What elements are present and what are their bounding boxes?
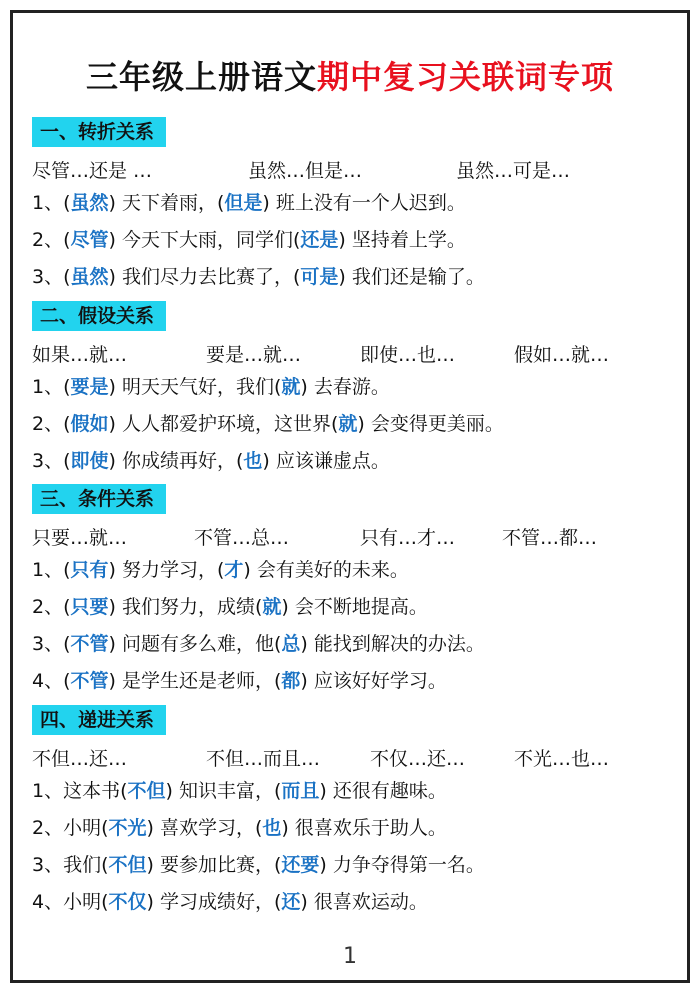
- conjunction-list: [32, 518, 668, 552]
- keyword-highlight: 虽然: [70, 192, 109, 214]
- example-sentence: [32, 810, 668, 847]
- sentence-text: 3、我们(: [32, 854, 109, 876]
- sentence-text: ) 去春游。: [300, 376, 390, 398]
- example-sentence: [32, 185, 668, 222]
- sentence-text: ) 班上没有一个人迟到。: [262, 192, 466, 214]
- conjunction-pair: 不光…也…: [514, 748, 610, 770]
- sentence-text: ) 知识丰富，(: [165, 780, 282, 802]
- keyword-highlight: 就: [281, 376, 301, 398]
- page-title: [0, 52, 700, 98]
- conjunction-pair: 不但…还…: [32, 748, 128, 770]
- example-sentence: [32, 589, 668, 626]
- keyword-highlight: 可是: [300, 266, 339, 288]
- sentence-text: ) 很喜欢运动。: [300, 891, 428, 913]
- section-progressive: [32, 705, 668, 921]
- sentence-text: ) 喜欢学习，(: [146, 817, 263, 839]
- sentence-text: 2、(: [32, 413, 71, 435]
- example-sentence: [32, 443, 668, 480]
- sentence-text: 1、这本书(: [32, 780, 128, 802]
- sentence-text: 3、(: [32, 266, 71, 288]
- keyword-highlight: 总: [281, 633, 301, 655]
- sentence-text: ) 今天下大雨，同学们(: [108, 229, 301, 251]
- keyword-highlight: 不仅: [108, 891, 147, 913]
- example-sentence: [32, 663, 668, 700]
- keyword-highlight: 不光: [108, 817, 147, 839]
- conjunction-pair: 尽管…还是 …: [32, 160, 153, 182]
- sentence-text: ) 会不断地提高。: [281, 596, 428, 618]
- sentence-text: ) 我们尽力去比赛了，(: [108, 266, 301, 288]
- keyword-highlight: 只有: [70, 559, 109, 581]
- section-heading: 四、递进关系: [32, 705, 166, 735]
- sentence-text: ) 学习成绩好，(: [146, 891, 282, 913]
- conjunction-pair: 虽然…但是…: [248, 160, 363, 182]
- sentence-text: 1、(: [32, 376, 71, 398]
- sentence-text: 1、(: [32, 192, 71, 214]
- conjunction-pair: 不管…总…: [194, 527, 290, 549]
- keyword-highlight: 但是: [224, 192, 263, 214]
- conjunction-pair: 不但…而且…: [206, 748, 321, 770]
- keyword-highlight: 才: [224, 559, 244, 581]
- keyword-highlight: 都: [281, 670, 301, 692]
- title-part-red: 期中复习关联词专项: [317, 58, 615, 96]
- section-heading: 三、条件关系: [32, 484, 166, 514]
- keyword-highlight: 要是: [70, 376, 109, 398]
- conjunction-pair: 即使…也…: [360, 344, 456, 366]
- example-sentence: [32, 847, 668, 884]
- keyword-highlight: 还是: [300, 229, 339, 251]
- example-sentence: [32, 552, 668, 589]
- keyword-highlight: 虽然: [70, 266, 109, 288]
- sentence-text: ) 坚持着上学。: [338, 229, 466, 251]
- sentence-text: ) 天下着雨，(: [108, 192, 225, 214]
- section-heading: 二、假设关系: [32, 301, 166, 331]
- keyword-highlight: 就: [262, 596, 282, 618]
- sentence-text: ) 力争夺得第一名。: [319, 854, 485, 876]
- title-part-black: 三年级上册语文: [85, 58, 317, 96]
- keyword-highlight: 不管: [70, 633, 109, 655]
- keyword-highlight: 即使: [70, 450, 109, 472]
- example-sentence: [32, 884, 668, 921]
- sentence-text: ) 会变得更美丽。: [357, 413, 504, 435]
- conjunction-pair: 虽然…可是…: [456, 160, 571, 182]
- sentence-text: 3、(: [32, 450, 71, 472]
- sentence-text: ) 努力学习，(: [108, 559, 225, 581]
- example-sentence: [32, 222, 668, 259]
- sentence-text: ) 应该谦虚点。: [262, 450, 390, 472]
- example-list: [32, 369, 668, 480]
- conjunction-list: [32, 335, 668, 369]
- sentence-text: ) 会有美好的未来。: [243, 559, 409, 581]
- section-hypothetical: [32, 301, 668, 480]
- sentence-text: 2、(: [32, 596, 71, 618]
- keyword-highlight: 还要: [281, 854, 320, 876]
- example-list: [32, 552, 668, 700]
- sentence-text: ) 应该好好学习。: [300, 670, 447, 692]
- keyword-highlight: 也: [262, 817, 282, 839]
- keyword-highlight: 只要: [70, 596, 109, 618]
- sentence-text: 3、(: [32, 633, 71, 655]
- keyword-highlight: 而且: [281, 780, 320, 802]
- example-sentence: [32, 773, 668, 810]
- conjunction-pair: 只要…就…: [32, 527, 128, 549]
- keyword-highlight: 尽管: [70, 229, 109, 251]
- keyword-highlight: 也: [243, 450, 263, 472]
- conjunction-pair: 不管…都…: [502, 527, 598, 549]
- example-sentence: [32, 259, 668, 296]
- sentence-text: 4、小明(: [32, 891, 109, 913]
- sentence-text: ) 能找到解决的办法。: [300, 633, 485, 655]
- example-sentence: [32, 626, 668, 663]
- conjunction-pair: 不仅…还…: [370, 748, 466, 770]
- sentence-text: 1、(: [32, 559, 71, 581]
- conjunction-list: [32, 151, 668, 185]
- sentence-text: ) 我们努力，成绩(: [108, 596, 263, 618]
- sentence-text: ) 很喜欢乐于助人。: [281, 817, 447, 839]
- example-list: [32, 185, 668, 296]
- keyword-highlight: 不管: [70, 670, 109, 692]
- keyword-highlight: 还: [281, 891, 301, 913]
- example-sentence: [32, 406, 668, 443]
- keyword-highlight: 就: [338, 413, 358, 435]
- sentence-text: ) 我们还是输了。: [338, 266, 485, 288]
- sentence-text: ) 要参加比赛，(: [146, 854, 282, 876]
- sentence-text: 2、小明(: [32, 817, 109, 839]
- sentence-text: 4、(: [32, 670, 71, 692]
- conjunction-pair: 要是…就…: [206, 344, 302, 366]
- conjunction-list: [32, 739, 668, 773]
- page-number: 1: [343, 944, 357, 969]
- conjunction-pair: 假如…就…: [514, 344, 610, 366]
- keyword-highlight: 不但: [108, 854, 147, 876]
- section-adversative: [32, 117, 668, 296]
- sentence-text: ) 人人都爱护环境，这世界(: [108, 413, 339, 435]
- sentence-text: ) 明天天气好，我们(: [108, 376, 282, 398]
- keyword-highlight: 假如: [70, 413, 109, 435]
- example-sentence: [32, 369, 668, 406]
- keyword-highlight: 不但: [127, 780, 166, 802]
- section-conditional: [32, 484, 668, 700]
- conjunction-pair: 只有…才…: [360, 527, 456, 549]
- sentence-text: 2、(: [32, 229, 71, 251]
- sentence-text: ) 你成绩再好，(: [108, 450, 244, 472]
- conjunction-pair: 如果…就…: [32, 344, 128, 366]
- sentence-text: ) 还很有趣味。: [319, 780, 447, 802]
- section-heading: 一、转折关系: [32, 117, 166, 147]
- example-list: [32, 773, 668, 921]
- sentence-text: ) 问题有多么难，他(: [108, 633, 282, 655]
- sentence-text: ) 是学生还是老师，(: [108, 670, 282, 692]
